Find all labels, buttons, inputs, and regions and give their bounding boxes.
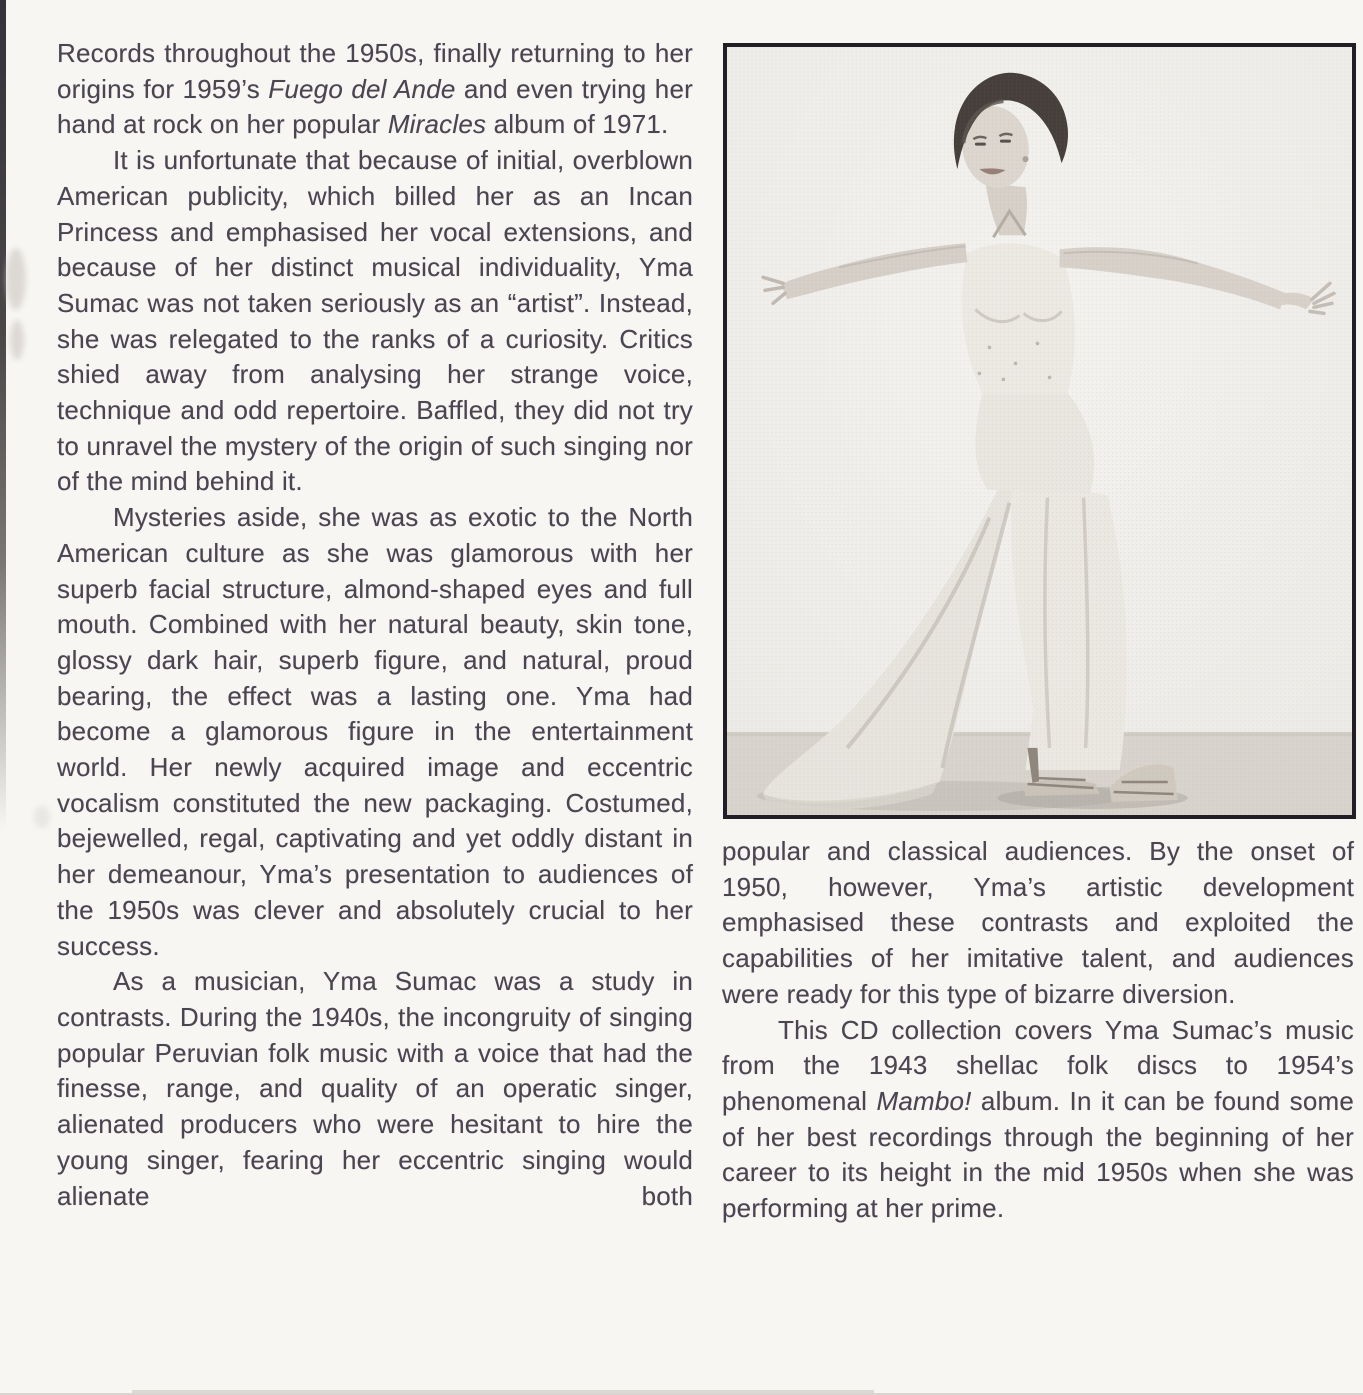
body-text: This CD collection covers Yma Sumac’s music from the 1943 shellac folk discs to 1954’s phenomenal <box>722 1014 1354 1116</box>
italic-title-text: Mambo! <box>876 1085 972 1116</box>
halftone-overlay <box>727 47 1352 815</box>
body-text: It is unfortunate that because of initial, overblown American publicity, which billed her as an Incan Princess and emphasised her vocal extensions, and because of her distinct musical individuality, Yma Sumac was not taken seriously as an “artist”. Instead, she was relegated to the ranks of a curiosity. Critics shied away from analysing her strange voice, technique and odd repertoire. Baffled, they did not try to unravel the mystery of the origin of such singing nor of the mind behind it. <box>57 145 693 497</box>
body-text: As a musician, Yma Sumac was a study in contrasts. During the 1940s, the incongruity of singing popular Peruvian folk music with a voice that had the finesse, range, and quality of an operatic singer, alienated producers who were hesitant to hire the young singer, fearing her eccentric singing would alienate both <box>57 966 693 1211</box>
body-text: Records throughout the 1950s, finally returning to her origins for 1959’s <box>57 38 693 104</box>
left-column-paragraph-1 <box>57 36 693 143</box>
scan-smudge <box>6 248 26 310</box>
italic-title-text: Fuego del Ande <box>268 73 456 104</box>
photo-frame <box>723 43 1356 819</box>
left-column-paragraph-4 <box>57 964 693 1214</box>
body-text: popular and classical audiences. By the onset of 1950, however, Yma’s artistic development emphasised these contrasts and exploited the capabilities of her imitative talent, and audiences were ready for this type of bizarre diversion. <box>722 836 1354 1009</box>
left-column-paragraph-2 <box>57 143 693 500</box>
scan-smudge <box>34 806 50 828</box>
body-text: album of 1971. <box>486 109 669 140</box>
left-column-paragraph-3 <box>57 500 693 964</box>
right-column-paragraph-1 <box>722 834 1354 1013</box>
article-column-left <box>57 36 693 1214</box>
body-text: album. In it can be found some of her best recordings through the beginning of her career to its height in the mid 1950s when she was performing at her prime. <box>722 1085 1355 1224</box>
article-column-right <box>722 834 1354 1227</box>
right-column-paragraph-2 <box>722 1013 1354 1227</box>
scan-spine-edge <box>0 0 6 830</box>
yma-sumac-photo <box>727 47 1352 815</box>
italic-title-text: Miracles <box>387 109 487 140</box>
scan-smudge <box>10 320 24 360</box>
body-text: Mysteries aside, she was as exotic to the North American culture as she was glamorous with her superb facial structure, almond-shaped eyes and full mouth. Combined with her natural beauty, skin tone, glossy dark hair, superb figure, and natural, proud bearing, the effect was a lasting one. Yma had become a glamorous figure in the entertainment world. Her newly acquired image and eccentric vocalism constituted the new packaging. Costumed, bejewelled, regal, captivating and yet oddly distant in her demeanour, Yma’s presentation to audiences of the 1950s was clever and absolutely crucial to her success. <box>57 502 693 961</box>
body-text: and even trying her hand at rock on her popular <box>57 73 693 140</box>
